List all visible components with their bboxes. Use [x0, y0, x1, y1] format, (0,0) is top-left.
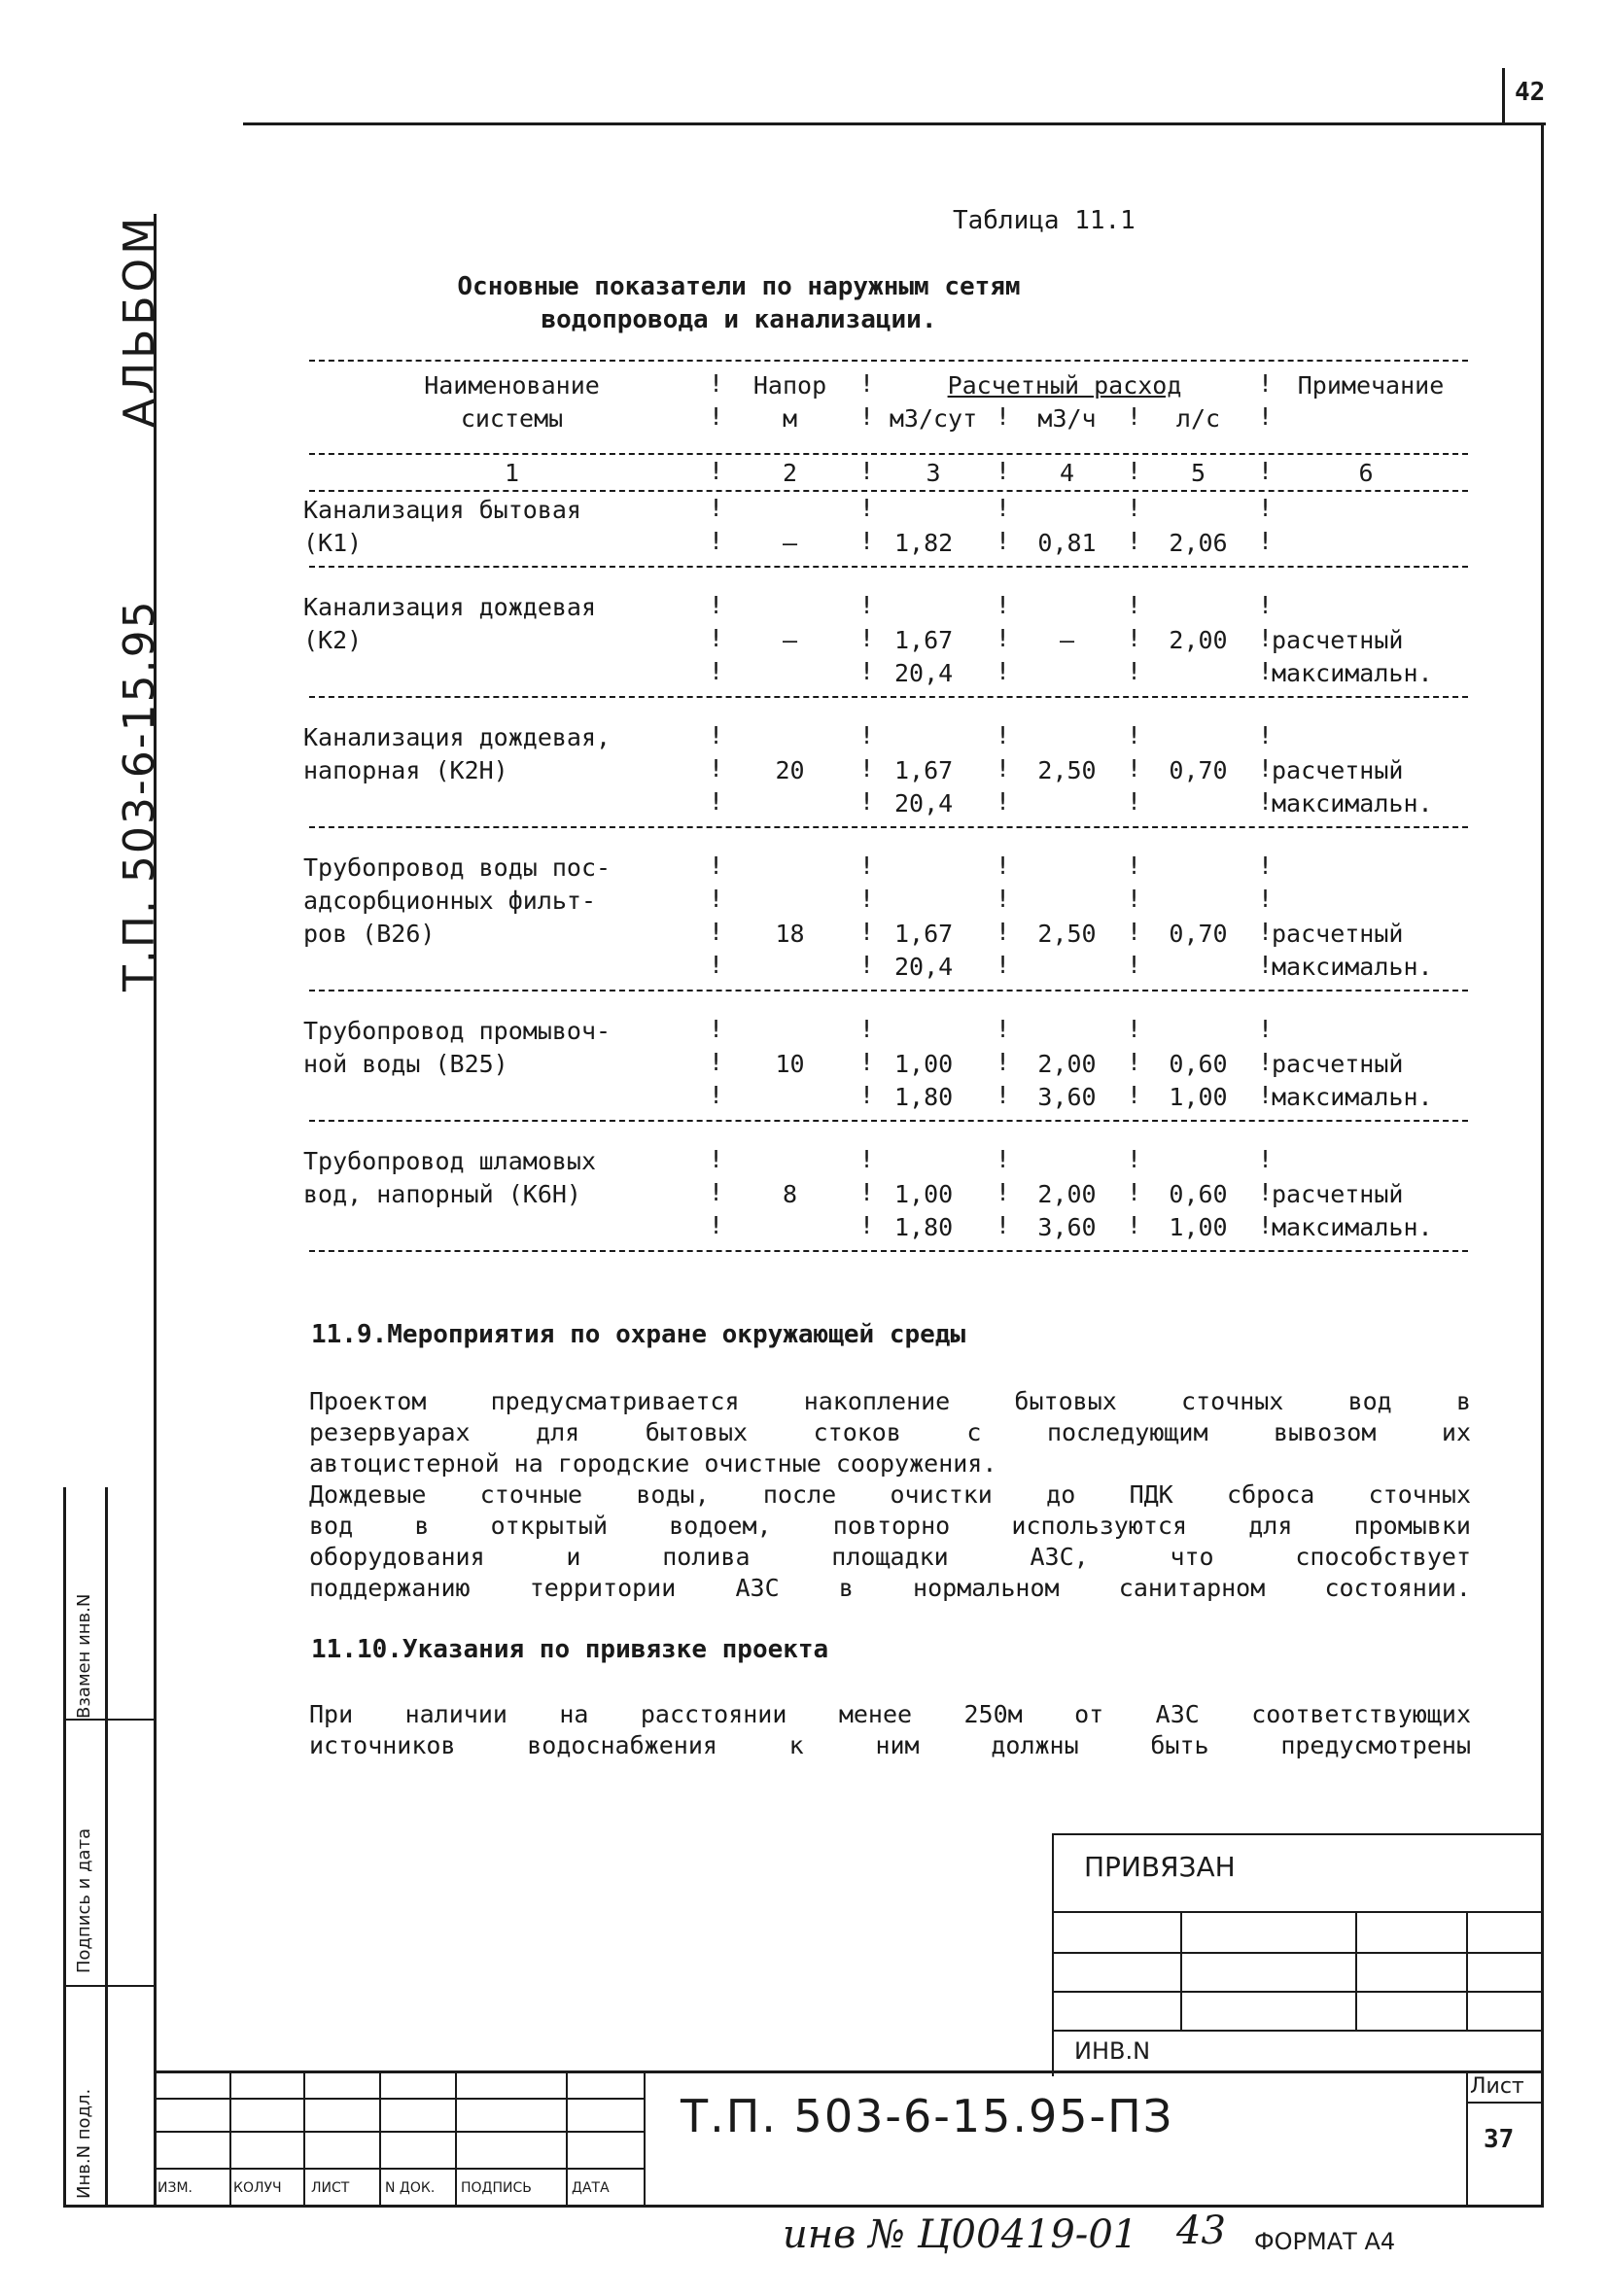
section-11-9-body	[309, 1386, 1471, 1604]
header-flow-hour: м3/ч	[1037, 404, 1097, 433]
column-separator-mark: !	[1127, 1081, 1142, 1109]
column-separator-mark: !	[996, 1015, 1011, 1043]
row-flow-hour: 2,50	[1037, 756, 1097, 784]
column-separator-mark: !	[1258, 1211, 1274, 1239]
stamp-row-line	[1052, 1952, 1543, 1954]
column-number: 4	[1059, 459, 1075, 487]
column-separator-mark: !	[996, 527, 1011, 555]
side-stamp-row-line	[63, 1719, 156, 1721]
top-border	[243, 122, 1546, 125]
column-separator-mark: !	[709, 1081, 724, 1109]
row-system-name: вод, напорный (К6Н)	[303, 1180, 581, 1208]
col-label-podpis: ПОДПИСЬ	[461, 2180, 532, 2196]
stamp-col-line	[1355, 1911, 1357, 2032]
side-stamp-divider	[105, 1487, 108, 2207]
row-system-name: Канализация бытовая	[303, 496, 581, 524]
row-note: максимальн.	[1272, 789, 1433, 818]
column-separator-mark: !	[709, 657, 724, 685]
column-separator-mark: !	[1258, 657, 1274, 685]
paragraph-line: Дождевые сточные воды, после очистки до ПДК сброса сточных	[309, 1480, 1471, 1509]
row-note: максимальн.	[1272, 1213, 1433, 1241]
row-system-name: (К1)	[303, 529, 363, 557]
column-separator-mark: !	[709, 1015, 724, 1043]
column-separator-mark: !	[859, 1211, 875, 1239]
page-number: 42	[1515, 78, 1546, 107]
row-divider	[309, 1120, 1468, 1122]
column-separator-mark: !	[859, 494, 875, 522]
left-border	[154, 214, 157, 2208]
sheet-label: Лист	[1470, 2074, 1524, 2099]
right-border	[1541, 122, 1544, 2208]
paragraph-line: Проектом предусматривается накопление бытовых сточных вод в	[309, 1387, 1471, 1415]
stamp-col-line	[1466, 1911, 1468, 2032]
column-separator-mark: !	[709, 918, 724, 946]
column-number: 6	[1358, 459, 1374, 487]
column-separator-mark: !	[1127, 591, 1142, 619]
column-number: 5	[1190, 459, 1206, 487]
paragraph-line: поддержанию территории АЗС в нормальном санитарном состоянии.	[309, 1574, 1471, 1602]
column-separator-mark: !	[996, 402, 1011, 431]
column-separator-mark: !	[996, 657, 1011, 685]
row-flow-sec: 0,70	[1169, 920, 1228, 948]
column-separator-mark: !	[996, 494, 1011, 522]
stamp-left-line	[1052, 1833, 1054, 2076]
col-label-izm: ИЗМ.	[157, 2180, 192, 2196]
column-separator-mark: !	[1127, 754, 1142, 783]
row-system-name: адсорбционных фильт-	[303, 887, 597, 915]
row-flow-sec: 1,00	[1169, 1083, 1228, 1111]
header-flow-day: м3/сут	[889, 404, 978, 433]
column-separator-mark: !	[859, 402, 875, 431]
column-separator-mark: !	[859, 1081, 875, 1109]
replace-inv-label: Взамен инв.N	[74, 1593, 94, 1719]
column-separator-mark: !	[1127, 1145, 1142, 1173]
row-flow-sec: 2,00	[1169, 626, 1228, 654]
signature-date-label: Подпись и дата	[74, 1827, 94, 1973]
row-flow-sec: 0,70	[1169, 756, 1228, 784]
row-system-name: Трубопровод шламовых	[303, 1147, 597, 1175]
stamp-row-line	[1052, 2030, 1543, 2032]
section-11-10-title: 11.10.Указания по привязке проекта	[311, 1635, 829, 1664]
column-separator-mark: !	[1127, 527, 1142, 555]
col-label-list: ЛИСТ	[311, 2180, 350, 2196]
column-separator-mark: !	[996, 457, 1011, 485]
row-flow-sec: 2,06	[1169, 529, 1228, 557]
row-flow-hour: 0,81	[1037, 529, 1097, 557]
title-block-row-line	[154, 2168, 645, 2170]
page-number-divider	[1502, 68, 1505, 124]
side-doc-code: Т.П. 503-6-15.95	[115, 599, 164, 991]
column-separator-mark: !	[1258, 527, 1274, 555]
side-stamp-left-border	[63, 1487, 66, 2207]
column-separator-mark: !	[859, 657, 875, 685]
column-separator-mark: !	[709, 624, 724, 652]
column-number: 2	[782, 459, 798, 487]
column-separator-mark: !	[709, 527, 724, 555]
table-title-line: водопровода и канализации.	[541, 305, 937, 334]
row-flow-day: 1,00	[894, 1180, 954, 1208]
row-note: максимальн.	[1272, 953, 1433, 981]
col-label-data: ДАТА	[572, 2180, 610, 2196]
column-separator-mark: !	[1127, 402, 1142, 431]
column-separator-mark: !	[1127, 1178, 1142, 1206]
column-separator-mark: !	[996, 852, 1011, 880]
column-separator-mark: !	[996, 1145, 1011, 1173]
row-note: расчетный	[1272, 1050, 1404, 1078]
column-separator-mark: !	[709, 787, 724, 816]
row-flow-day: 1,80	[894, 1213, 954, 1241]
row-head: –	[782, 626, 798, 654]
title-block-col-line	[303, 2070, 305, 2207]
header-flow-sec: л/с	[1175, 404, 1221, 433]
document-code: Т.П. 503-6-15.95-ПЗ	[681, 2090, 1174, 2142]
column-separator-mark: !	[1127, 1211, 1142, 1239]
column-separator-mark: !	[1258, 457, 1274, 485]
column-separator-mark: !	[1258, 885, 1274, 913]
header-head-unit: м	[782, 404, 798, 433]
column-separator-mark: !	[859, 1178, 875, 1206]
column-separator-mark: !	[709, 754, 724, 783]
row-flow-day: 1,67	[894, 920, 954, 948]
column-separator-mark: !	[1127, 1048, 1142, 1076]
paragraph-line: вод в открытый водоем, повторно используются для промывки	[309, 1512, 1471, 1540]
header-head: Напор	[752, 371, 827, 400]
row-note: расчетный	[1272, 756, 1404, 784]
column-separator-mark: !	[1127, 951, 1142, 979]
column-separator-mark: !	[709, 494, 724, 522]
column-separator-mark: !	[996, 918, 1011, 946]
title-block-col-line	[644, 2070, 646, 2207]
column-separator-mark: !	[1258, 754, 1274, 783]
column-separator-mark: !	[1127, 1015, 1142, 1043]
column-separator-mark: !	[1127, 494, 1142, 522]
handwritten-inventory: инв № Ц00419-01	[783, 2212, 1138, 2257]
stamp-top-line	[1052, 1833, 1543, 1835]
title-block-top-line	[154, 2070, 1544, 2073]
bottom-border	[63, 2205, 1544, 2208]
row-system-name: Трубопровод промывоч-	[303, 1017, 612, 1045]
row-divider	[309, 826, 1468, 828]
title-block-row-line	[154, 2098, 645, 2100]
row-flow-day: 20,4	[894, 789, 954, 818]
row-note: максимальн.	[1272, 659, 1433, 687]
column-separator-mark: !	[1258, 591, 1274, 619]
column-separator-mark: !	[1258, 494, 1274, 522]
sheet-label-line	[1466, 2102, 1544, 2104]
paragraph-line: оборудования и полива площадки АЗС, что способствует	[309, 1543, 1471, 1571]
column-separator-mark: !	[996, 721, 1011, 749]
column-separator-mark: !	[859, 721, 875, 749]
row-flow-hour: 3,60	[1037, 1083, 1097, 1111]
column-separator-mark: !	[859, 918, 875, 946]
paragraph-line: источников водоснабжения к ним должны быть предусмотрены	[309, 1731, 1471, 1759]
row-flow-day: 1,80	[894, 1083, 954, 1111]
column-separator-mark: !	[1258, 1015, 1274, 1043]
section-11-9-title: 11.9.Мероприятия по охране окружающей среды	[311, 1320, 966, 1349]
col-label-ndok: N ДОК.	[385, 2180, 436, 2196]
column-separator-mark: !	[859, 457, 875, 485]
title-block-col-line	[455, 2070, 457, 2207]
column-separator-mark: !	[859, 591, 875, 619]
column-separator-mark: !	[709, 1145, 724, 1173]
column-separator-mark: !	[1258, 951, 1274, 979]
row-head: 20	[775, 756, 805, 784]
column-separator-mark: !	[859, 852, 875, 880]
column-separator-mark: !	[1258, 624, 1274, 652]
column-separator-mark: !	[996, 885, 1011, 913]
title-block-col-line	[379, 2070, 381, 2207]
col-label-kol: КОЛУЧ	[233, 2180, 282, 2196]
row-system-name: Канализация дождевая,	[303, 723, 612, 751]
paragraph-line: При наличии на расстоянии менее 250м от АЗС соответствующих	[309, 1700, 1471, 1728]
row-system-name: (К2)	[303, 626, 363, 654]
table-number: Таблица 11.1	[953, 206, 1136, 235]
column-separator-mark: !	[859, 787, 875, 816]
stamp-row-line	[1052, 1991, 1543, 1993]
row-head: 18	[775, 920, 805, 948]
row-flow-hour: 2,00	[1037, 1050, 1097, 1078]
section-11-10-body	[309, 1699, 1471, 1761]
title-block-col-line	[566, 2070, 568, 2207]
column-separator-mark: !	[1127, 852, 1142, 880]
row-flow-day: 1,82	[894, 529, 954, 557]
column-number: 1	[504, 459, 520, 487]
row-flow-day: 1,00	[894, 1050, 954, 1078]
column-number: 3	[926, 459, 941, 487]
column-separator-mark: !	[996, 1081, 1011, 1109]
column-separator-mark: !	[1127, 885, 1142, 913]
column-separator-mark: !	[1258, 1145, 1274, 1173]
column-separator-mark: !	[709, 885, 724, 913]
row-flow-hour: 3,60	[1037, 1213, 1097, 1241]
column-separator-mark: !	[709, 852, 724, 880]
table-top-rule	[309, 360, 1468, 362]
column-separator-mark: !	[859, 885, 875, 913]
row-flow-hour: 2,00	[1037, 1180, 1097, 1208]
column-separator-mark: !	[1127, 721, 1142, 749]
row-divider	[309, 990, 1468, 991]
column-separator-mark: !	[1258, 721, 1274, 749]
side-stamp-row-line	[63, 1985, 156, 1987]
row-head: 10	[775, 1050, 805, 1078]
column-separator-mark: !	[1258, 787, 1274, 816]
column-separator-mark: !	[709, 1211, 724, 1239]
column-separator-mark: !	[709, 1178, 724, 1206]
row-head: 8	[782, 1180, 798, 1208]
column-separator-mark: !	[709, 369, 724, 398]
column-separator-mark: !	[1127, 787, 1142, 816]
column-separator-mark: !	[859, 369, 875, 398]
row-system-name: Канализация дождевая	[303, 593, 597, 621]
column-separator-mark: !	[1127, 457, 1142, 485]
title-block-col-line	[229, 2070, 231, 2207]
row-system-name: напорная (К2Н)	[303, 756, 508, 784]
column-separator-mark: !	[859, 951, 875, 979]
column-separator-mark: !	[1258, 402, 1274, 431]
column-separator-mark: !	[859, 754, 875, 783]
column-separator-mark: !	[709, 402, 724, 431]
column-separator-mark: !	[1127, 624, 1142, 652]
privyazan-label: ПРИВЯЗАН	[1084, 1851, 1236, 1883]
row-system-name: ной воды (В25)	[303, 1050, 508, 1078]
inv-n-label: ИНВ.N	[1074, 2037, 1151, 2065]
table-title-line: Основные показатели по наружным сетям	[457, 272, 1021, 301]
row-flow-day: 1,67	[894, 626, 954, 654]
column-separator-mark: !	[709, 457, 724, 485]
column-separator-mark: !	[859, 1015, 875, 1043]
column-separator-mark: !	[1258, 369, 1274, 398]
column-separator-mark: !	[859, 1048, 875, 1076]
stamp-row-line	[1052, 1911, 1543, 1913]
column-separator-mark: !	[1258, 1048, 1274, 1076]
column-separator-mark: !	[1258, 1081, 1274, 1109]
column-separator-mark: !	[709, 591, 724, 619]
header-name: Наименование	[424, 371, 600, 400]
row-flow-sec: 1,00	[1169, 1213, 1228, 1241]
column-separator-mark: !	[1127, 657, 1142, 685]
header-bottom-rule	[309, 453, 1468, 455]
column-separator-mark: !	[996, 1048, 1011, 1076]
column-numbers-rule	[309, 490, 1468, 492]
column-separator-mark: !	[859, 624, 875, 652]
row-flow-sec: 0,60	[1169, 1180, 1228, 1208]
title-block-sheet-line	[1466, 2070, 1468, 2207]
column-separator-mark: !	[996, 624, 1011, 652]
row-divider	[309, 1250, 1468, 1252]
row-flow-day: 1,67	[894, 756, 954, 784]
row-flow-day: 20,4	[894, 953, 954, 981]
row-head: –	[782, 529, 798, 557]
album-label: АЛЬБОМ	[115, 213, 164, 428]
stamp-col-line	[1180, 1911, 1182, 2032]
column-separator-mark: !	[1127, 918, 1142, 946]
column-separator-mark: !	[996, 591, 1011, 619]
row-flow-day: 20,4	[894, 659, 954, 687]
row-note: расчетный	[1272, 1180, 1404, 1208]
header-name: системы	[460, 404, 564, 433]
column-separator-mark: !	[1258, 918, 1274, 946]
column-separator-mark: !	[859, 1145, 875, 1173]
header-note: Примечание	[1297, 371, 1445, 400]
format-label: ФОРМАТ А4	[1254, 2228, 1396, 2255]
column-separator-mark: !	[996, 951, 1011, 979]
column-separator-mark: !	[859, 527, 875, 555]
original-inv-label: Инв.N подл.	[74, 2088, 94, 2199]
handwritten-number: 43	[1176, 2209, 1226, 2253]
column-separator-mark: !	[1258, 852, 1274, 880]
column-separator-mark: !	[709, 951, 724, 979]
table-title	[301, 270, 1176, 336]
row-divider	[309, 566, 1468, 568]
column-separator-mark: !	[996, 787, 1011, 816]
row-divider	[309, 696, 1468, 698]
paragraph-line: резервуарах для бытовых стоков с последующим вывозом их	[309, 1418, 1471, 1446]
sheet-number: 37	[1484, 2125, 1515, 2154]
row-note: максимальн.	[1272, 1083, 1433, 1111]
row-note: расчетный	[1272, 626, 1404, 654]
column-separator-mark: !	[996, 1211, 1011, 1239]
row-system-name: Трубопровод воды пос-	[303, 853, 612, 882]
column-separator-mark: !	[996, 1178, 1011, 1206]
row-flow-hour: 2,50	[1037, 920, 1097, 948]
paragraph-line: автоцистерной на городские очистные сооружения.	[309, 1449, 997, 1478]
row-system-name: ров (В26)	[303, 920, 436, 948]
row-flow-hour: –	[1059, 626, 1075, 654]
column-separator-mark: !	[709, 1048, 724, 1076]
column-separator-mark: !	[1258, 1178, 1274, 1206]
header-flow-group: Расчетный расход	[947, 371, 1182, 400]
row-flow-sec: 0,60	[1169, 1050, 1228, 1078]
row-note: расчетный	[1272, 920, 1404, 948]
column-separator-mark: !	[996, 754, 1011, 783]
title-block-row-line	[154, 2131, 645, 2133]
column-separator-mark: !	[709, 721, 724, 749]
